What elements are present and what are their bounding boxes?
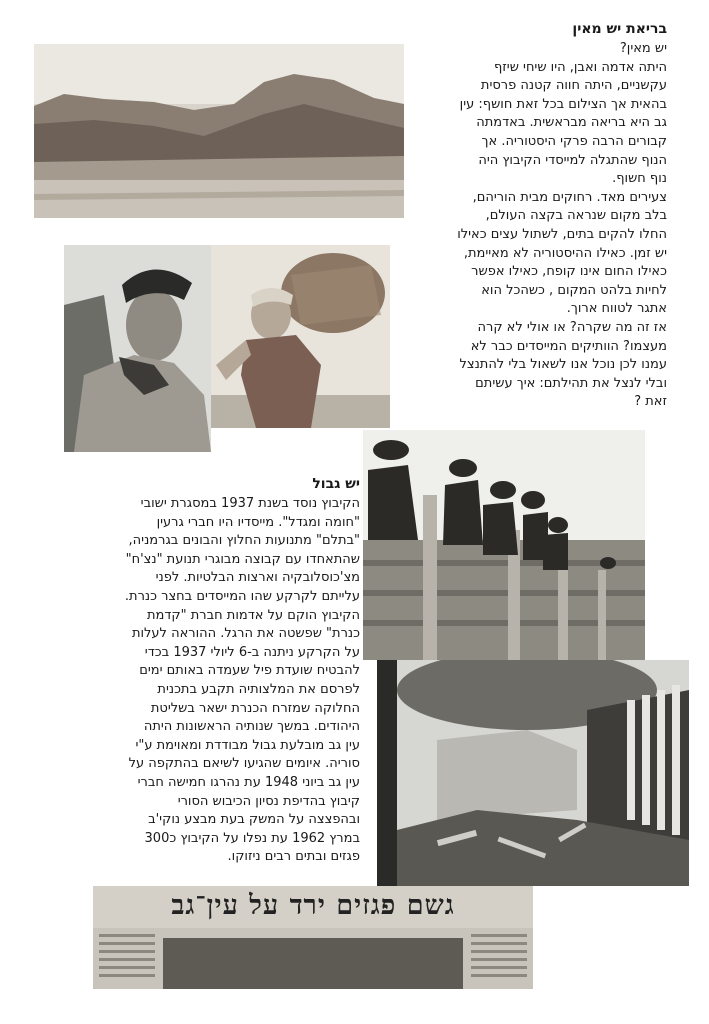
section-origin-body — [387, 40, 667, 412]
text-line: היהודים. במשך שנותיה הראשונות היתה — [143, 719, 360, 735]
text-line: יש זמן. כאילו ההיסטוריה לא מאיימת, — [463, 245, 667, 261]
landscape-photo — [34, 44, 404, 218]
section-border-body — [100, 495, 360, 867]
newspaper-headline: גשם פגזים ירד על עין־גב — [171, 890, 455, 921]
text-line: לחיות בלהט המקום , כשהכל הוא — [481, 282, 667, 298]
text-line: הנוף שהתגלה למייסדי הקיבוץ היה — [478, 152, 667, 168]
text-line: גב היא בריאה מבראשית. באדמתה — [476, 115, 667, 131]
text-line: עקשניים, היתה חווה קטנה פרסית — [480, 78, 667, 94]
text-line: ובהפצצה על המשק בעת מבצע נוקי'ב — [148, 812, 360, 828]
text-line: קבורים הרבה פרקי היסטוריה. אך — [481, 133, 667, 149]
text-line: עלייתם לקרקע שהו המייסדים בחצר כנרת. — [124, 588, 360, 604]
text-line: החלו להקים בתים, לשתול עצים כאילו — [457, 226, 667, 242]
text-line: בלב מקום שנראה בקצה העולם, — [485, 208, 667, 224]
destroyed-building-photo — [377, 660, 689, 886]
text-line: "בתלם" מתנועות החלוץ והבונים בגרמניה, — [128, 533, 360, 549]
men-on-truck-photo — [363, 430, 645, 660]
section-origin-title: בריאת יש מאין — [572, 21, 667, 37]
text-line: אתגר לטווח ארוך. — [566, 301, 667, 317]
text-line: ובלי לנצל את תהילתם: איך עשיתם — [475, 375, 667, 391]
text-line: בהאית אך הצילום בכל זאת חושף: עין — [459, 96, 667, 112]
text-line: היתה אדמה ואבן, היו שיחי שיזף — [493, 59, 667, 75]
portrait-man-photo — [64, 245, 211, 452]
text-line: עין גב ביוני 1948 עת נהרגו חמישה חברי — [137, 774, 360, 790]
text-line: קיבוץ בהדיפת נסיון הכיבוש הסורי — [177, 793, 360, 809]
text-line: שהתאחדו עם קבוצה מבוגרי תנועת "נצ'ח" — [125, 551, 360, 567]
section-border-title: יש גבול — [312, 476, 360, 492]
text-line: במרץ 1962 עת נפלו על הקיבוץ כ300 — [144, 830, 360, 846]
text-line: נוף חשוף. — [612, 171, 667, 187]
text-line: פגזים ובתים רבים ניזוקו. — [227, 849, 360, 865]
section-border-text — [100, 475, 360, 867]
text-line: על הקרקע ניתנה ב-6 ליולי 1937 בכדי — [144, 644, 360, 660]
text-line: "חומה ומגדל". מייסדיו היו חברי גרעין — [156, 514, 360, 530]
text-line: זאת ? — [634, 394, 667, 410]
text-line: כאילו החום אינו קופח, כאילו אפשר — [471, 264, 667, 280]
text-line: אז זה מה שקרה? או אולי לא קרה — [477, 319, 667, 335]
text-line: עין גב מובלעת גבול מבודדת ומאוימת ע"י — [135, 737, 360, 753]
portrait-woman-photo — [211, 245, 390, 428]
text-line: מצ'כוסלובקיה וארצות הבלטיות. לפני — [155, 570, 360, 586]
text-line: יש מאין? — [619, 41, 667, 56]
text-line: הקיבוץ נוסד בשנת 1937 במסגרת ישובי — [140, 496, 360, 511]
text-line: להבטיח שועדת פיל שעמדה באותם ימים — [139, 663, 360, 679]
text-line: החלוקה שמזרח הכנרת ישאר בשליטת — [150, 700, 360, 716]
text-line: סוריה. איומים שהגיעו לשיאם בהתקפה על — [128, 756, 360, 772]
text-line: הקיבוץ הוקם על אדמות חברת "קדמת — [146, 607, 360, 623]
newspaper-clipping — [93, 886, 533, 989]
text-line: לפרסם את המלצותיה תקבע בתכנית — [157, 681, 360, 697]
section-origin-text — [387, 20, 667, 412]
text-line: צעירים מאד. רחוקים מבית הוריהם, — [472, 189, 667, 205]
text-line: מעצמו? הוותיקים המייסדים כבר לא — [470, 338, 667, 354]
text-line: עמנו לכן נוכל אנו לשאול בלי להתנצל — [459, 357, 667, 373]
text-line: כנרת" שפשטה את הרגל. ההוראה לעלות — [131, 626, 360, 642]
